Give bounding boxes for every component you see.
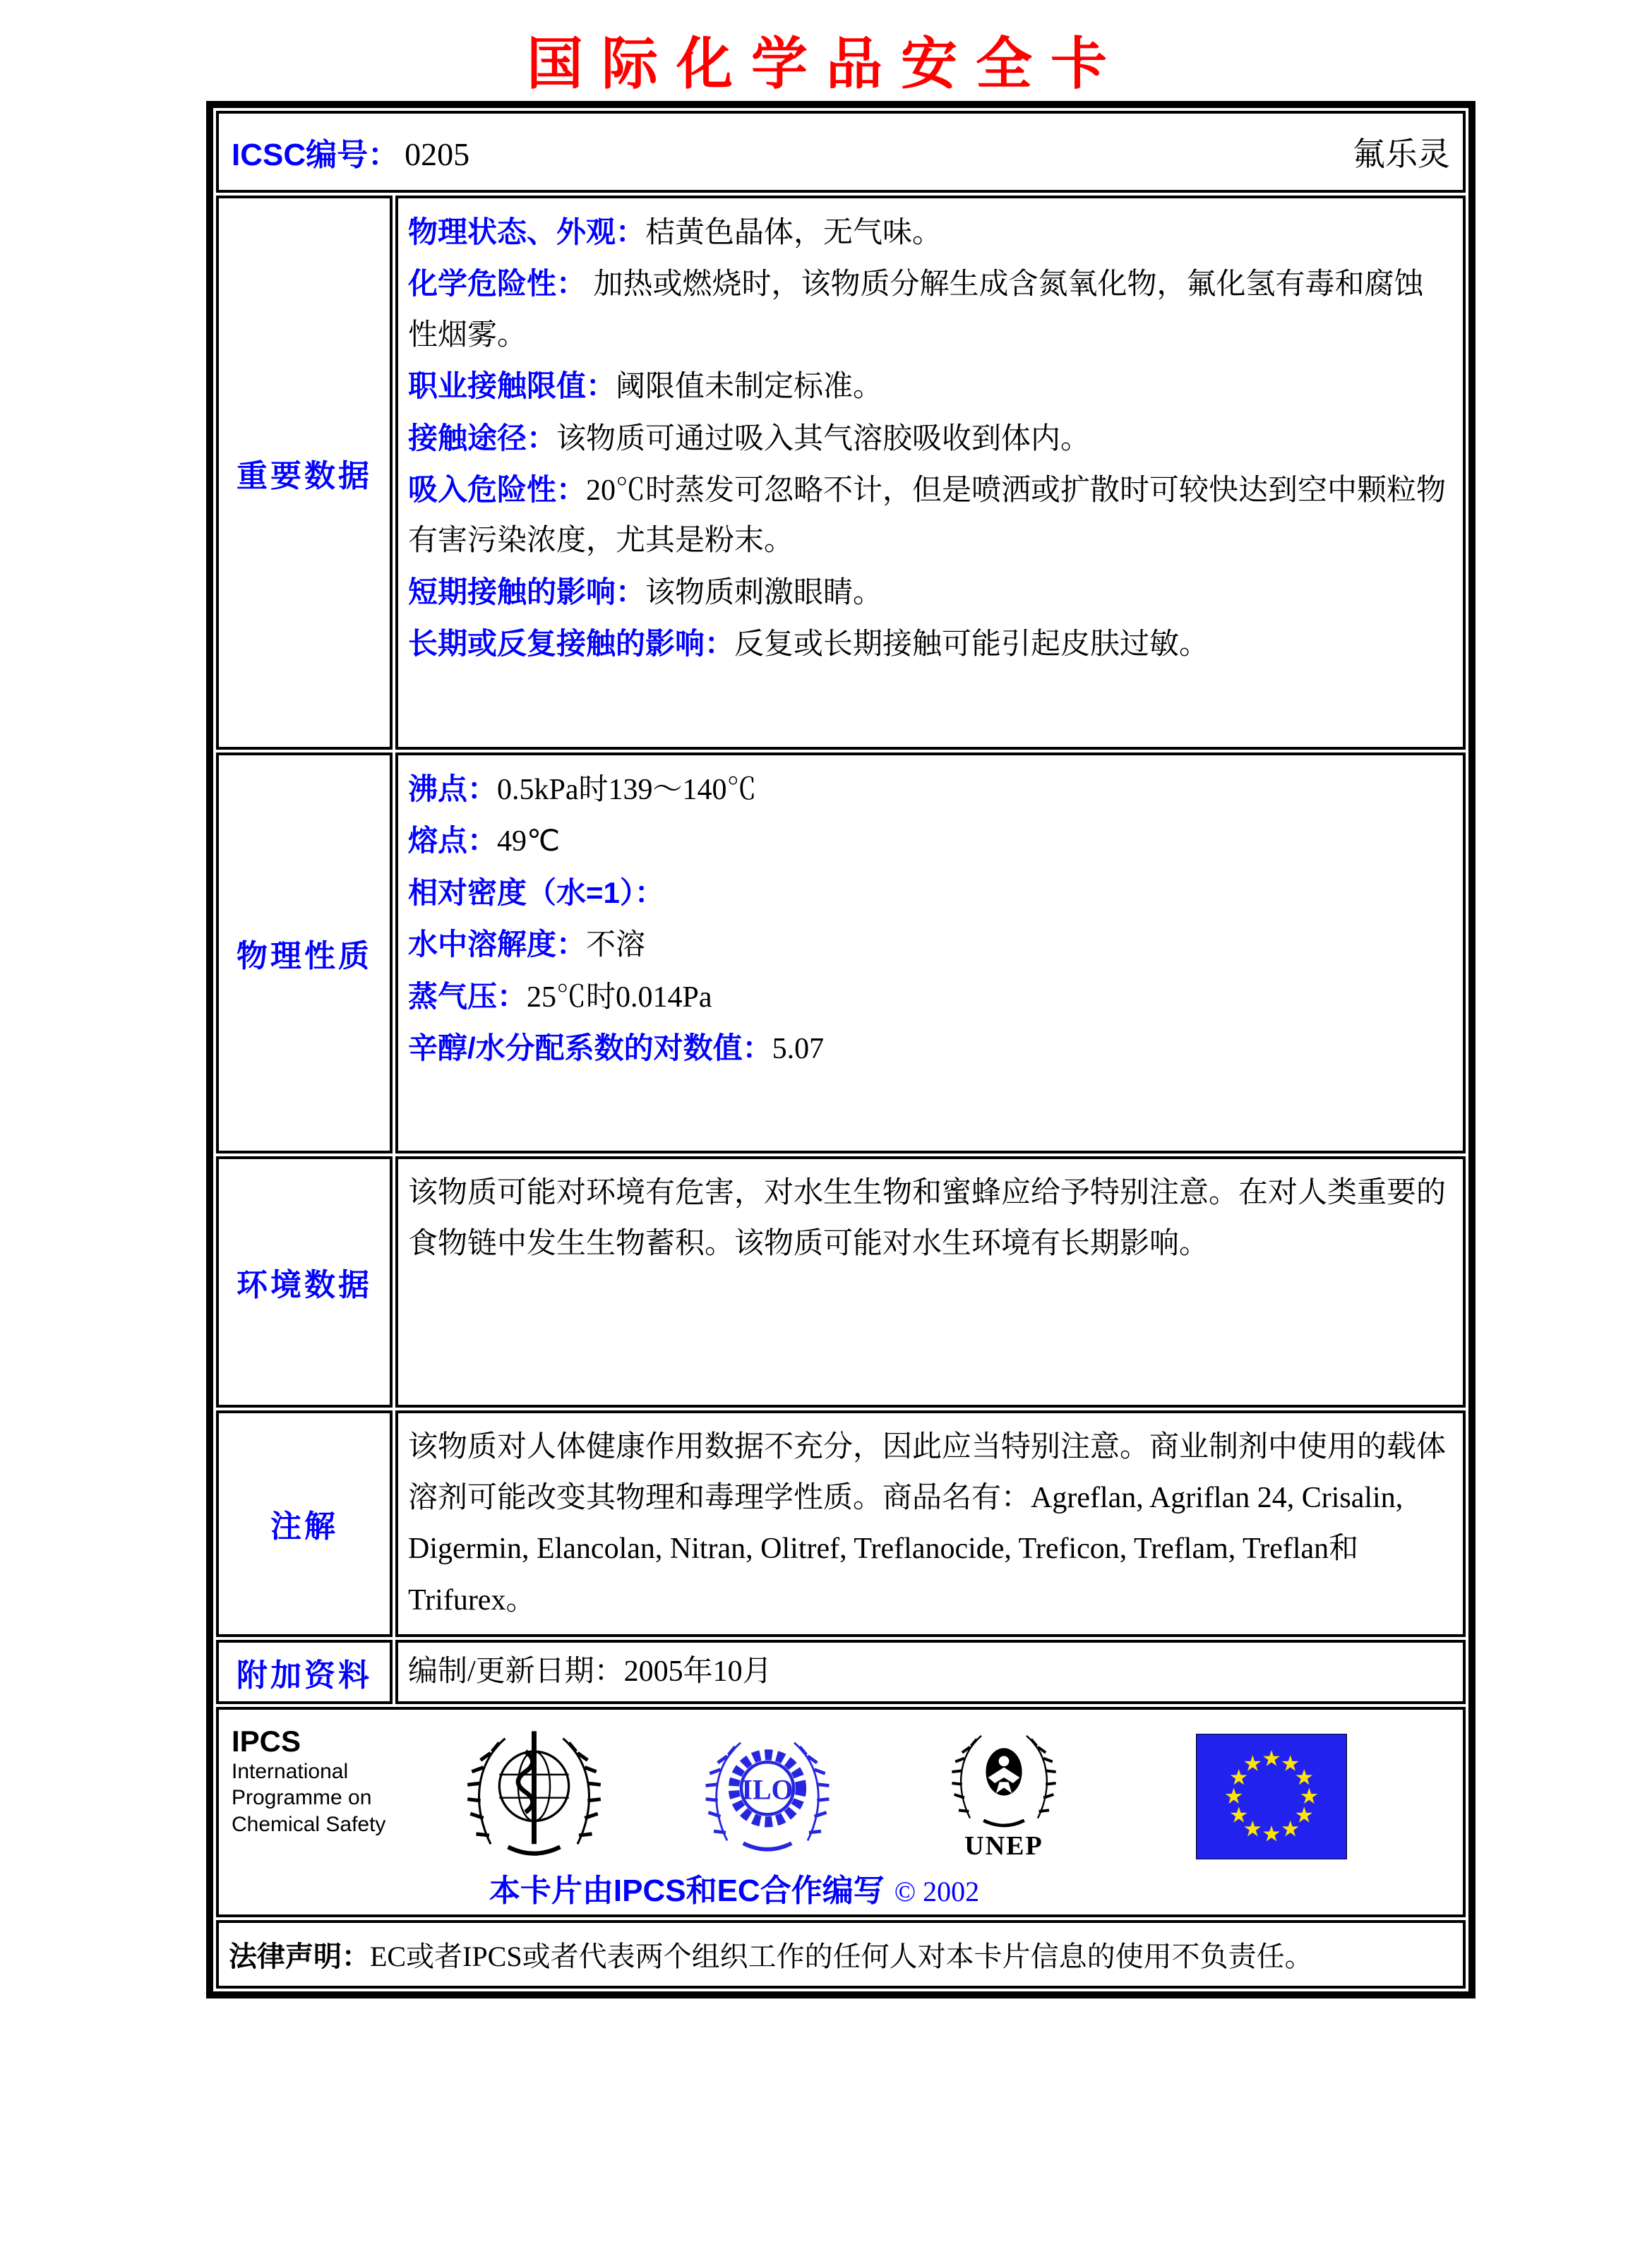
legal-label: 法律声明： bbox=[229, 1941, 370, 1973]
field-value: 反复或长期接触可能引起皮肤过敏。 bbox=[734, 628, 1209, 661]
field-label: 接触途径： bbox=[408, 421, 557, 455]
update-date: 编制/更新日期：2005年10月 bbox=[408, 1655, 772, 1688]
chemical-name: 氟乐灵 bbox=[1353, 136, 1450, 172]
ipcs-subtitle-line: International bbox=[232, 1759, 349, 1783]
legal-row bbox=[216, 1920, 1466, 1989]
field-value: 49℃ bbox=[497, 825, 561, 858]
field-label: 沸点： bbox=[408, 772, 498, 805]
field-label: 辛醇/水分配系数的对数值： bbox=[408, 1031, 772, 1065]
legal-text: EC或者IPCS或者代表两个组织工作的任何人对本卡片信息的使用不负责任。 bbox=[370, 1941, 1313, 1973]
field-boiling-point bbox=[408, 764, 1453, 815]
field-label: 物理状态、外观： bbox=[408, 215, 646, 248]
environment-text: 该物质可能对环境有危害，对水生生物和蜜蜂应给予特别注意。在对人类重要的食物链中发生生物蓄积。该物质可能对水生环境有长期影响。 bbox=[408, 1177, 1447, 1261]
field-chemical-danger bbox=[408, 258, 1453, 361]
copyright-year: © 2002 bbox=[894, 1876, 980, 1908]
field-label: 长期或反复接触的影响： bbox=[408, 627, 735, 661]
section-cell-notes bbox=[216, 1410, 393, 1637]
field-relative-density bbox=[408, 868, 1453, 919]
ilo-text: ILO bbox=[741, 1773, 794, 1806]
icsc-card-table bbox=[206, 101, 1476, 1998]
important-content bbox=[395, 196, 1466, 750]
header-row bbox=[216, 111, 1466, 193]
field-label: 相对密度（水=1）： bbox=[408, 875, 664, 909]
field-water-solubility bbox=[408, 919, 1453, 971]
field-value: 加热或燃烧时，该物质分解生成含氮氧化物，氟化氢有毒和腐蚀性烟雾。 bbox=[408, 268, 1424, 352]
ipcs-title: IPCS bbox=[232, 1725, 301, 1758]
section-label-notes: 注解 bbox=[270, 1509, 338, 1545]
field-label: 吸入危险性： bbox=[408, 472, 587, 506]
environment-content bbox=[395, 1156, 1466, 1408]
field-label: 水中溶解度： bbox=[408, 928, 587, 961]
field-label: 化学危险性： bbox=[408, 267, 587, 301]
section-cell-important bbox=[216, 196, 393, 750]
section-label-additional: 附加资料 bbox=[237, 1657, 372, 1693]
field-value: 阈限值未制定标准。 bbox=[616, 371, 883, 404]
section-cell-additional bbox=[216, 1640, 393, 1704]
copyright-text: 本卡片由IPCS和EC合作编写 bbox=[489, 1874, 885, 1909]
eu-flag-icon bbox=[1196, 1734, 1347, 1859]
field-value: 0.5kPa时139～140℃ bbox=[497, 774, 757, 806]
section-cell-environment bbox=[216, 1156, 393, 1408]
unep-text: UNEP bbox=[964, 1831, 1043, 1862]
field-value: 该物质可通过吸入其气溶胶吸收到体内。 bbox=[556, 422, 1091, 455]
icsc-number-value: 0205 bbox=[405, 136, 470, 172]
field-short-term-effect bbox=[408, 567, 1453, 618]
page-title: 国际化学品安全卡 bbox=[527, 32, 1125, 95]
unep-logo-icon bbox=[947, 1721, 1060, 1834]
logos-row bbox=[216, 1707, 1466, 1917]
physical-content bbox=[395, 753, 1466, 1153]
notes-content bbox=[395, 1410, 1466, 1637]
field-label: 短期接触的影响： bbox=[408, 575, 646, 609]
field-melting-point bbox=[408, 815, 1453, 867]
field-long-term-effect bbox=[408, 618, 1453, 670]
ipcs-block bbox=[232, 1725, 385, 1838]
field-value: 20℃时蒸发可忽略不计，但是喷洒或扩散时可较快达到空中颗粒物有害污染浓度，尤其是粉末。 bbox=[408, 474, 1447, 558]
ipcs-subtitle-line: Programme on bbox=[232, 1786, 372, 1810]
ilo-logo-icon bbox=[700, 1725, 834, 1859]
field-octanol-water bbox=[408, 1023, 1453, 1074]
additional-content bbox=[395, 1640, 1466, 1704]
icsc-number-group bbox=[232, 129, 469, 174]
section-label-important: 重要数据 bbox=[237, 458, 372, 493]
field-value: 25℃时0.014Pa bbox=[527, 981, 712, 1014]
field-label: 蒸气压： bbox=[408, 979, 527, 1013]
field-value: 桔黄色晶体，无气味。 bbox=[645, 217, 942, 249]
field-value: 该物质刺激眼睛。 bbox=[645, 576, 883, 609]
copyright-line bbox=[219, 1865, 1250, 1910]
ipcs-subtitle-line: Chemical Safety bbox=[232, 1812, 386, 1836]
section-label-physical: 物理性质 bbox=[237, 939, 372, 973]
icsc-number-label: ICSC编号： bbox=[232, 138, 400, 172]
field-vapor-pressure bbox=[408, 971, 1453, 1023]
field-value: 5.07 bbox=[772, 1032, 825, 1065]
section-label-environment: 环境数据 bbox=[237, 1268, 372, 1302]
field-inhalation-risk bbox=[408, 464, 1453, 567]
notes-text: 该物质对人体健康作用数据不充分，因此应当特别注意。商业制剂中使用的载体溶剂可能改变其物理和毒理学性质。商品名有：Agreflan, Agriflan 24, Crisalin, Digermin, Elancolan, Nitran, Olitref, Treflanocide, Treficon, Treflam, Treflan和 Trifurex。 bbox=[408, 1431, 1447, 1617]
section-cell-physical bbox=[216, 753, 393, 1153]
unep-logo bbox=[947, 1721, 1060, 1862]
field-exposure-route bbox=[408, 413, 1453, 464]
field-physical-state bbox=[408, 207, 1453, 258]
field-label: 职业接触限值： bbox=[408, 369, 616, 403]
who-logo-icon bbox=[462, 1720, 606, 1864]
field-occupational-limit bbox=[408, 361, 1453, 412]
field-label: 熔点： bbox=[408, 824, 498, 858]
field-value: 不溶 bbox=[586, 929, 646, 962]
